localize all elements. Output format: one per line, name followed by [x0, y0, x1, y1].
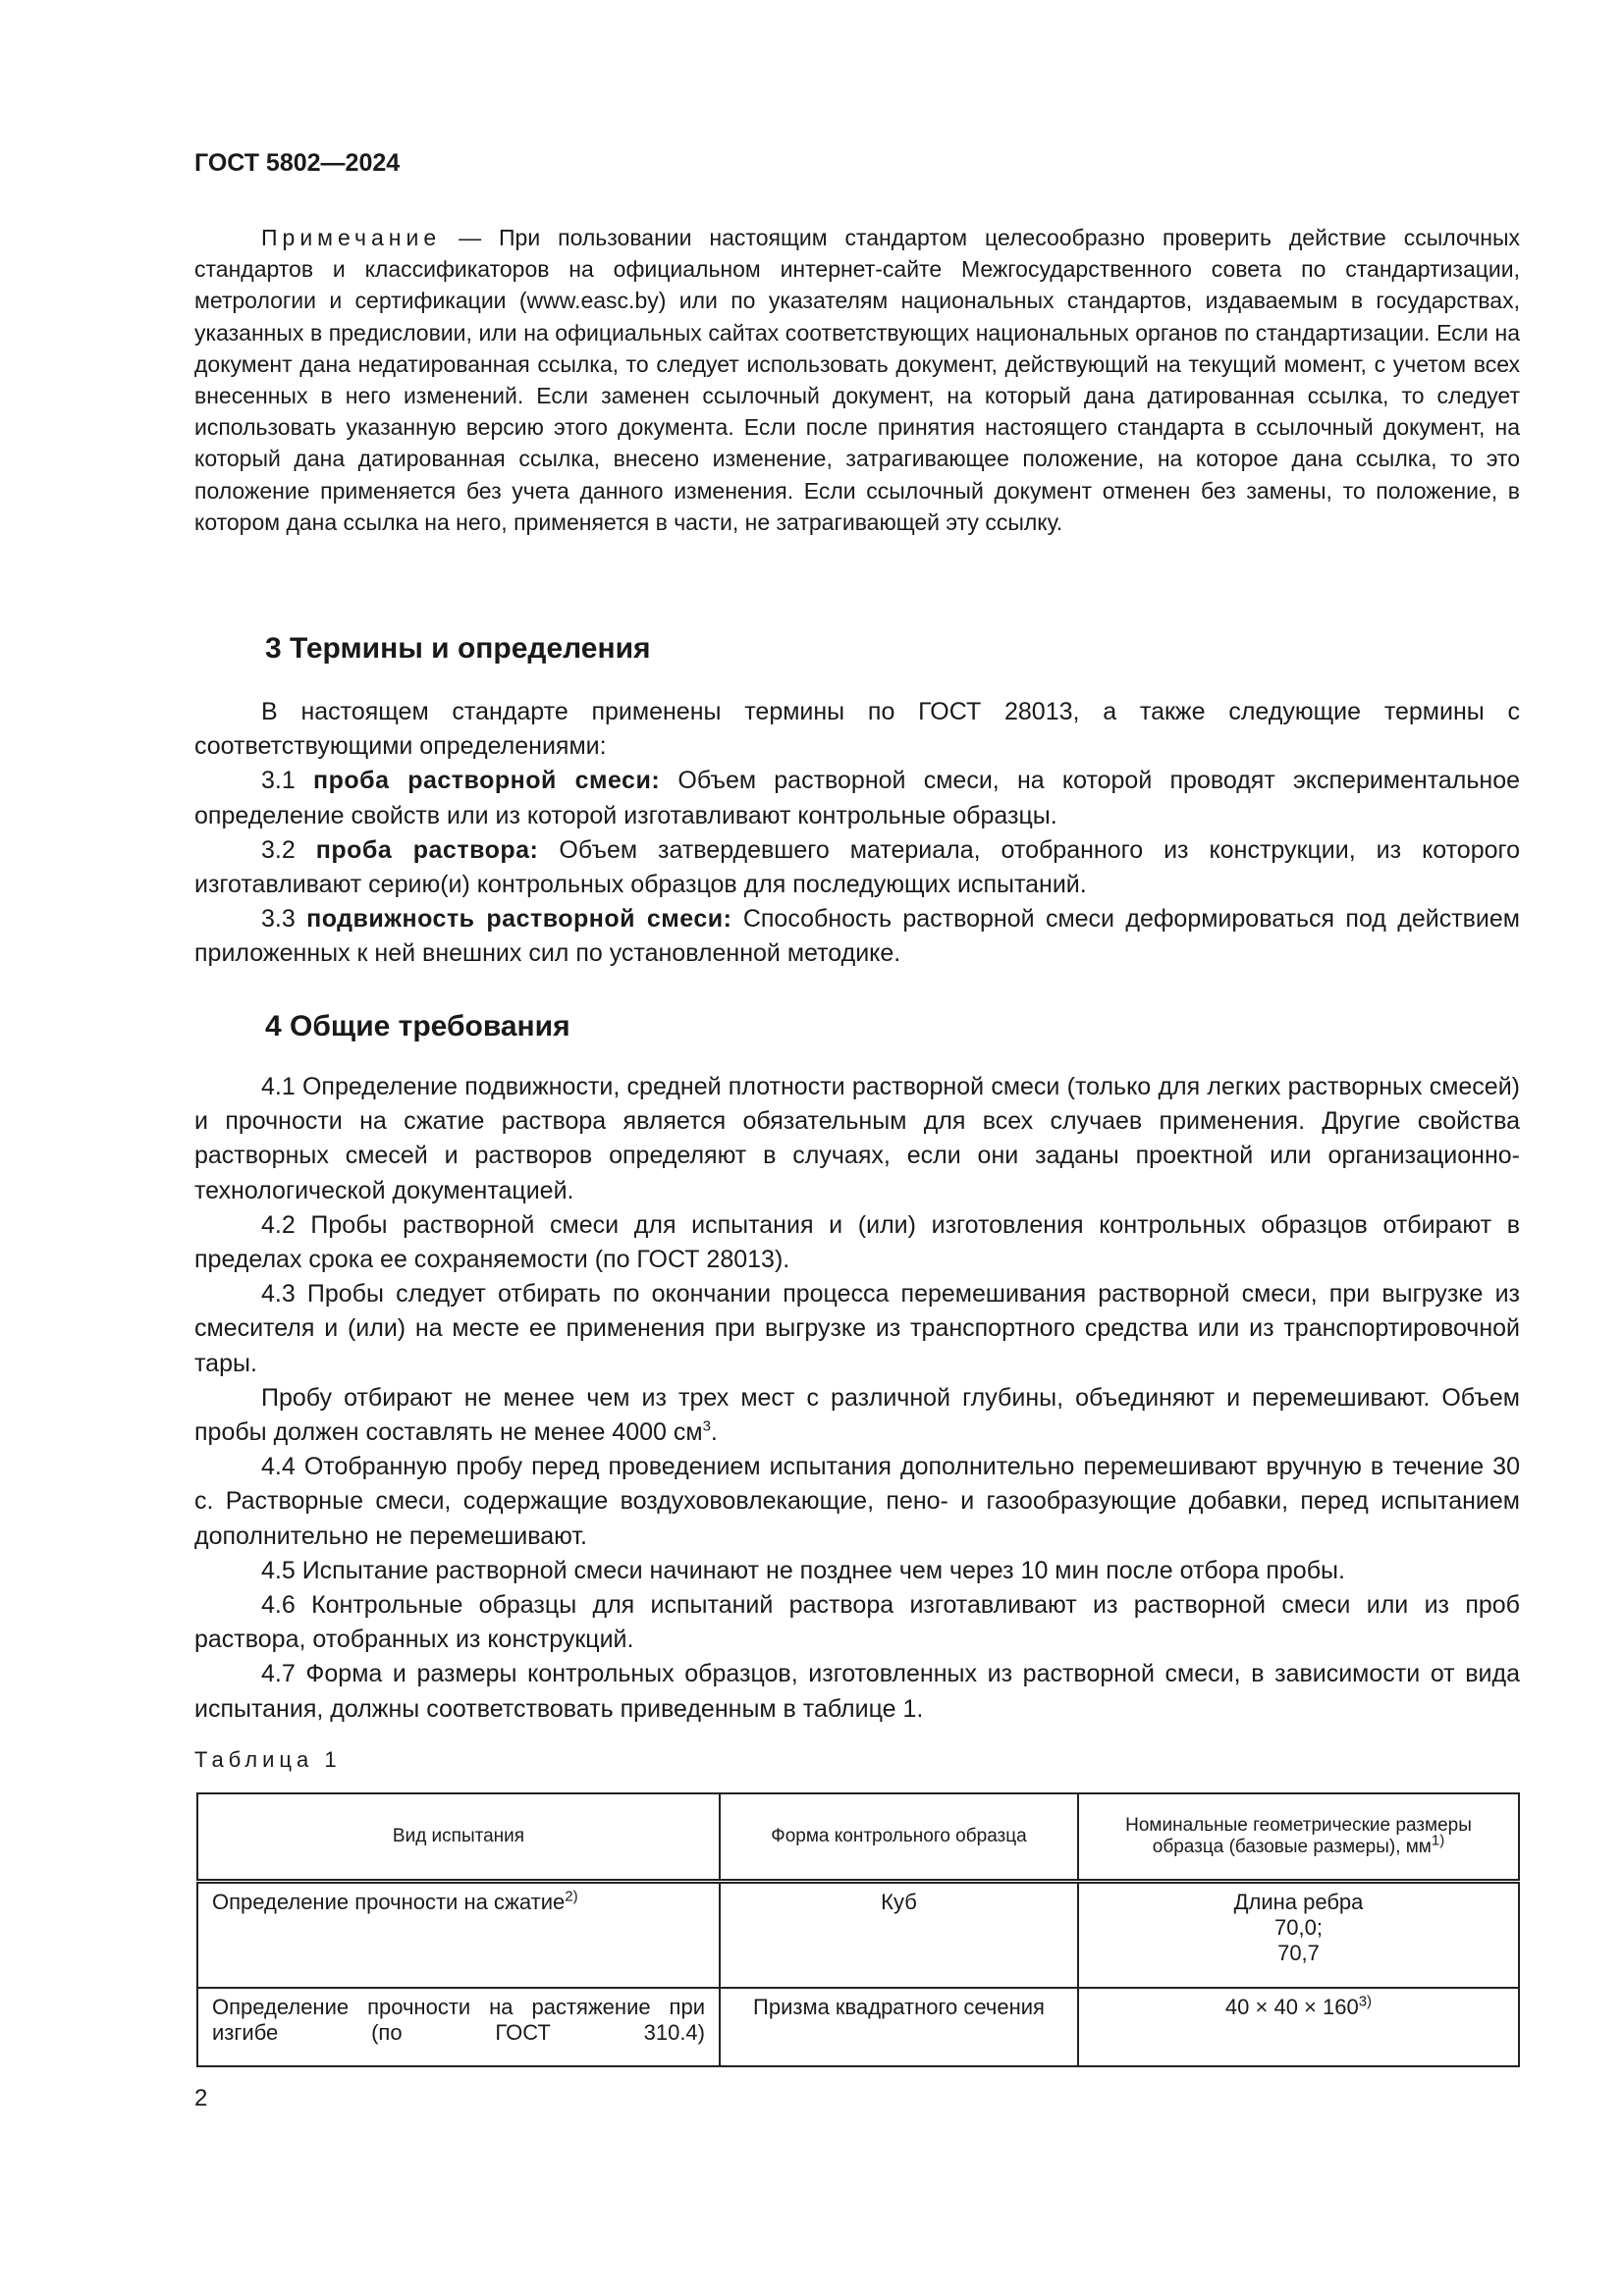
paragraph-4-7: 4.7 Форма и размеры контрольных образцов, изготовленных из растворной смеси, в зависимости от вида испытания, должны соответствовать приведенным в таблице 1. [194, 1660, 1520, 1723]
term-3-2: 3.2 проба раствора: Объем затвердевшего материала, отобранного из конструкции, из которого изготавливают серию(и) контрольных образцов для последующих испытаний. [194, 835, 1520, 899]
column-header: Вид испытания [197, 1793, 720, 1882]
size-cell: Длина ребра 70,0; 70,7 [1078, 1882, 1519, 1988]
table-1 [196, 1792, 1520, 2067]
note [194, 222, 1520, 538]
paragraph-4-4: 4.4 Отобранную пробу перед проведением испытания дополнительно перемешивают вручную в течение 30 с. Растворные смеси, содержащие воздухововлекающие, пено- и газообразующие добавки, перед испытанием дополнительно не перемешивают. [194, 1453, 1520, 1550]
paragraph-4-3-sample: Пробу отбирают не менее чем из трех мест с различной глубины, объединяют и перемешивают. Объем пробы должен составлять не менее 4000 $см^3$. [194, 1383, 1520, 1447]
test-cell: Определение прочности на растяжение при изгибе (по ГОСТ 310.4) [197, 1988, 720, 2066]
paragraph-4-6: 4.6 Контрольные образцы для испытаний раствора изготавливают из растворной смеси или из проб раствора, отобранных из конструкций. [194, 1591, 1520, 1654]
test-cell: Определение прочности на сжатие$^{2)}$ [197, 1882, 720, 1988]
note-text: — При пользовании настоящим стандартом целесообразно проверить действие ссылочных стандартов и классификаторов на официальном интернет-сайте Межгосударственного совета по стандартизации, метрологии и сертификации (www.easc.by) или по указателям национальных стандартов, издаваемым в государствах, указанных в предисловии, или на официальных сайтах соответствующих национальных органов по стандартизации. Если на документ дана недатированная ссылка, то следует использовать документ, действующий на текущий момент, с учетом всех внесенных в него изменений. Если заменен ссылочный документ, на который дана датированная ссылка, то следует использовать указанную версию этого документа. Если после принятия настоящего стандарта в ссылочный документ, на который дана датированная ссылка, внесено изменение, затрагивающее положение, на которое дана ссылка, то это положение применяется без учета данного изменения. Если ссылочный документ отменен без замены, то положение, в котором дана ссылка на него, применяется в части, не затрагивающей эту ссылку. [194, 225, 1520, 535]
paragraph-4-5: 4.5 Испытание растворной смеси начинают не позднее чем через 10 мин после отбора пробы. [261, 1556, 1345, 1584]
column-header: Форма контрольного образца [720, 1793, 1078, 1882]
shape-cell: Куб [720, 1882, 1078, 1988]
term-3-3: 3.3 подвижность растворной смеси: Способность растворной смеси деформироваться под действием приложенных к ней внешних сил по установленной методике. [194, 905, 1520, 968]
note-label: Примечание [261, 225, 442, 250]
paragraph-4-1: 4.1 Определение подвижности, средней плотности растворной смеси (только для легких растворных смесей) и прочности на сжатие раствора является обязательным для всех случаев применения. Другие свойства растворных смесей и растворов определяют в случаях, если они заданы проектной или организационно-технологической документацией. [194, 1073, 1520, 1204]
table-row [197, 1988, 1519, 2066]
table-header-row [197, 1793, 1519, 1882]
size-cell: $40 \times 40 \times 160^{3)}$ [1078, 1988, 1519, 2066]
paragraph-4-3: 4.3 Пробы следует отбирать по окончании процесса перемешивания растворной смеси, при выгрузке из смесителя и (или) на месте ее применения при выгрузке из транспортного средства или из транспортировочной тары. [194, 1280, 1520, 1377]
section-3-heading: 3 Термины и определения [265, 632, 651, 665]
section-4-body [194, 1070, 1520, 1727]
section-3-intro: В настоящем стандарте применены термины по ГОСТ 28013, а также следующие термины с соответствующими определениями: [194, 698, 1520, 761]
shape-cell: Призма квадратного сечения [720, 1988, 1078, 2066]
section-4-heading: 4 Общие требования [265, 1010, 570, 1042]
document-header: ГОСТ 5802—2024 [194, 149, 401, 177]
table-caption: Таблица 1 [194, 1747, 342, 1772]
table-row [197, 1882, 1519, 1988]
section-3-body [194, 695, 1520, 972]
paragraph-4-2: 4.2 Пробы растворной смеси для испытания и (или) изготовления контрольных образцов отбирают в пределах срока ее сохраняемости (по ГОСТ 28013). [194, 1210, 1520, 1274]
column-header: Номинальные геометрические размеры образца (базовые размеры), $мм^{1)}$ [1078, 1793, 1519, 1882]
page-number: 2 [194, 2085, 208, 2111]
term-3-1: 3.1 проба растворной смеси: Объем растворной смеси, на которой проводят экспериментальное определение свойств или из которой изготавливают контрольные образцы. [194, 767, 1521, 829]
